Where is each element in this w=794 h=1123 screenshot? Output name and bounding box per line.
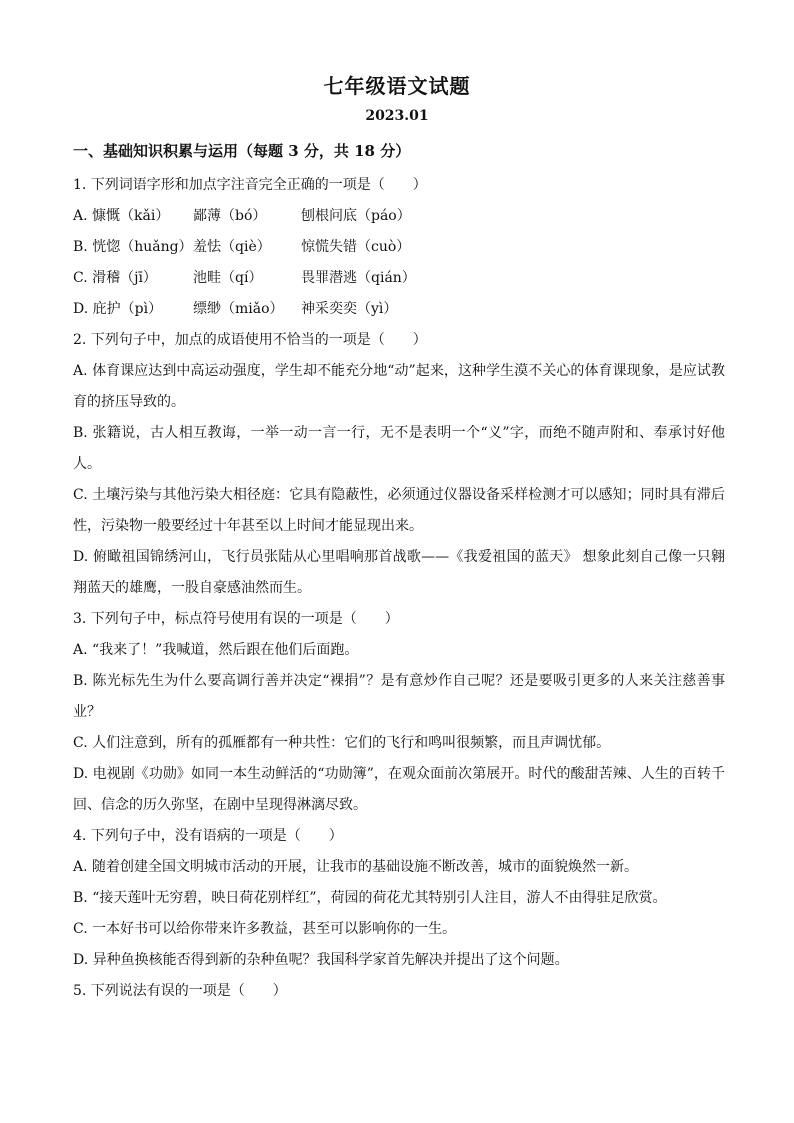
question-2-option-c: C. 土壤污染与其他污染大相径庭：它具有隐蔽性，必须通过仪器设备采样检测才可以感知；同时具有滞后性，污染物一般要经过十年甚至以上时间才能显现出来。	[73, 487, 725, 534]
question-2-stem: 2. 下列句子中，加点的成语使用不恰当的一项是（ ）	[73, 332, 427, 348]
question-1-stem: 1. 下列词语字形和加点字注音完全正确的一项是（ ）	[73, 177, 427, 193]
question-4-option-b: B. “接天莲叶无穷碧，映日荷花别样红”，荷园的荷花尤其特别引人注目，游人不由得驻足欣赏。	[73, 890, 667, 906]
section-heading: 一、基础知识积累与运用（每题 3 分，共 18 分）	[73, 142, 411, 160]
exam-date: 2023.01	[365, 108, 429, 124]
question-2-option-d: D. 俯瞰祖国锦绣河山，飞行员张陆从心里唱响那首战歌——《我爱祖国的蓝天》 想象此刻自己像一只翱翔蓝天的雄鹰，一股自豪感油然而生。	[73, 549, 725, 596]
question-3-option-a: A. “我来了！”我喊道，然后跟在他们后面跑。	[73, 642, 359, 658]
question-4-stem: 4. 下列句子中，没有语病的一项是（ ）	[73, 828, 343, 844]
question-2-option-a: A. 体育课应达到中高运动强度，学生却不能充分地“动”起来，这种学生漠不关心的体育课现象，是应试教育的挤压导致的。	[73, 363, 725, 410]
question-1-option-a: A. 慷慨（kǎi） 鄙薄（bó） 刨根问底（páo）	[73, 208, 411, 224]
question-list	[73, 170, 725, 1007]
question-4-option-a: A. 随着创建全国文明城市活动的开展，让我市的基础设施不断改善，城市的面貌焕然一新。	[73, 859, 639, 875]
question-4-option-c: C. 一本好书可以给你带来许多教益，甚至可以影响你的一生。	[73, 921, 457, 937]
question-2-option-b: B. 张籍说，古人相互教诲，一举一动一言一行，无不是表明一个“义”字，而绝不随声附和、奉承讨好他人。	[73, 425, 725, 472]
question-3-option-c: C. 人们注意到，所有的孤雁都有一种共性：它们的飞行和鸣叫很频繁，而且声调忧郁。	[73, 735, 611, 751]
question-1-option-d: D. 庇护（pì） 缥缈（miǎo） 神采奕奕（yì）	[73, 301, 398, 317]
question-1-option-c: C. 滑稽（jī） 池畦（qí） 畏罪潜逃（qián）	[73, 270, 416, 286]
question-1-option-b: B. 恍惚（huǎng）羞怯（qiè） 惊慌失错（cuò）	[73, 239, 411, 255]
question-5-stem: 5. 下列说法有误的一项是（ ）	[73, 983, 287, 999]
question-3-stem: 3. 下列句子中，标点符号使用有误的一项是（ ）	[73, 611, 399, 627]
question-3-option-b: B. 陈光标先生为什么要高调行善并决定“裸捐”？是有意炒作自己呢？还是要吸引更多的人来关注慈善事业？	[73, 673, 725, 720]
question-4-option-d: D. 异种鱼换核能否得到新的杂种鱼呢？我国科学家首先解决并提出了这个问题。	[73, 952, 569, 968]
page-title: 七年级语文试题	[323, 74, 471, 98]
question-3-option-d: D. 电视剧《功勋》如同一本生动鲜活的“功勋簿”，在观众面前次第展开。时代的酸甜苦辣、人生的百转千回、信念的历久弥坚，在剧中呈现得淋漓尽致。	[73, 766, 725, 813]
